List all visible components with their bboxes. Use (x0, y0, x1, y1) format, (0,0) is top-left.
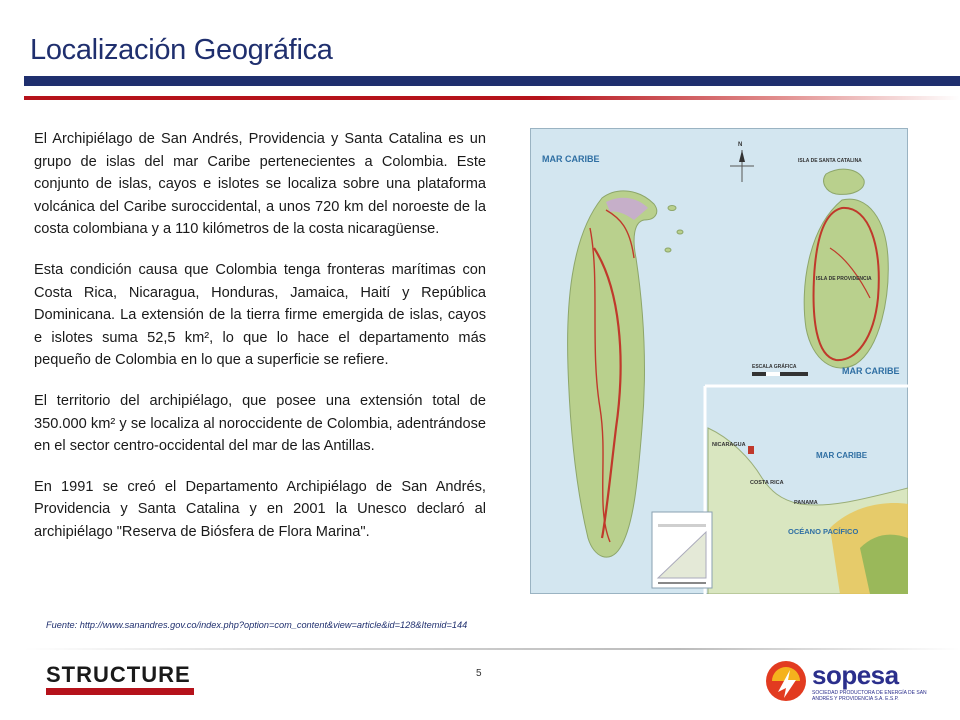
sopesa-logo (762, 656, 942, 706)
paragraph-2: Esta condición causa que Colombia tenga fronteras marítimas con Costa Rica, Nicaragua, Honduras, Jamaica, Haití y República Dominicana. La extensión de la tierra firme emergida de islas, cayos e islotes suma 52,5 km², lo que lo hace el departamento más pequeño de Colombia en lo que a superficie se refiere. (34, 261, 486, 369)
label-mar-caribe-inset: MAR CARIBE (816, 451, 868, 460)
paragraph-1: El Archipiélago de San Andrés, Providencia y Santa Catalina es un grupo de islas del mar Caribe pertenecientes a Colombia. Este conjunto de islas, cayos e islotes se localiza sobre una plataforma volcánica del Caribe suroccidental, a unos 720 km del noroeste de la costa colombiana y a 110 kilómetros de la costa nicaragüense. (34, 131, 486, 238)
sopesa-logo-emblem-icon (762, 656, 810, 706)
archipelago-map (530, 128, 908, 594)
structure-logo-bar (46, 688, 194, 695)
label-compass-n: N (738, 142, 743, 148)
label-oceano-pacifico: OCÉANO PACÍFICO (788, 527, 859, 536)
sopesa-logo-tagline: SOCIEDAD PRODUCTORA DE ENERGÍA DE SAN ANDRÉS Y PROVIDENCIA S.A. E.S.P. (812, 690, 927, 702)
label-mar-caribe-right: MAR CARIBE (842, 366, 900, 376)
label-providencia: ISLA DE PROVIDENCIA (816, 276, 872, 282)
santa-catalina-island (824, 169, 865, 194)
paragraph-3: El territorio del archipiélago, que posee una extensión total de 350.000 km² y se localiza al noroccidente de Colombia, adentrándose en el sector centro-occidental del mar de las Antillas. (34, 392, 486, 455)
label-escala: ESCALA GRÁFICA (752, 364, 797, 370)
structure-logo-word: STRUCTURE (46, 662, 191, 687)
label-costa-rica: COSTA RICA (750, 480, 784, 486)
label-panama: PANAMA (794, 500, 818, 506)
label-nicaragua: NICARAGUA (712, 442, 746, 448)
label-santa-catalina: ISLA DE SANTA CATALINA (798, 158, 862, 164)
label-mar-caribe-left: MAR CARIBE (542, 154, 600, 164)
structure-logo (46, 664, 196, 694)
body-text (34, 128, 486, 562)
header-rule-red (24, 96, 960, 100)
page-title: Localización Geográfica (30, 34, 333, 66)
footer-rule (24, 648, 960, 650)
header-rule-blue (24, 76, 960, 86)
source-citation: Fuente: http://www.sanandres.gov.co/index.php?option=com_content&view=article&id=128&Itemid=144 (46, 620, 468, 630)
page-number: 5 (476, 668, 482, 679)
sopesa-logo-word: sopesa (812, 660, 899, 690)
paragraph-4: En 1991 se creó el Departamento Archipiélago de San Andrés, Providencia y Santa Catalina y en 2001 la Unesco declaró al archipiélago "Reserva de Biósfera de Flora Marina". (34, 478, 486, 540)
